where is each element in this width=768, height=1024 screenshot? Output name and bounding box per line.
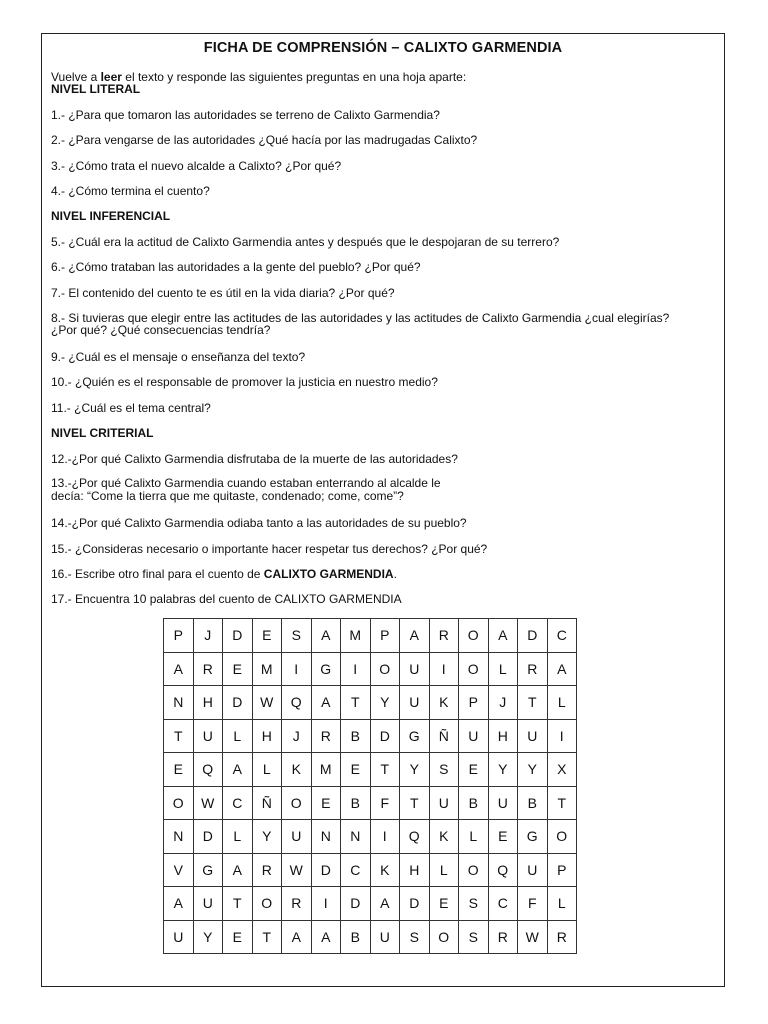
word-search-cell: Q	[193, 753, 223, 787]
word-search-cell: U	[429, 786, 459, 820]
word-search-cell: D	[193, 820, 223, 854]
word-search-cell: J	[488, 686, 518, 720]
word-search-cell: J	[193, 619, 223, 653]
question-16-bold-title: CALIXTO GARMENDIA	[263, 567, 394, 581]
word-search-cell: H	[252, 719, 282, 753]
word-search-cell: L	[223, 820, 253, 854]
word-search-cell: A	[223, 853, 253, 887]
word-search-cell: U	[459, 719, 489, 753]
word-search-cell: S	[459, 920, 489, 954]
word-search-cell: Ñ	[429, 719, 459, 753]
word-search-cell: T	[164, 719, 194, 753]
word-search-cell: W	[518, 920, 548, 954]
word-search-cell: L	[252, 753, 282, 787]
word-search-cell: B	[341, 719, 371, 753]
word-search-cell: F	[518, 887, 548, 921]
word-search-cell: C	[223, 786, 253, 820]
word-search-cell: G	[311, 652, 341, 686]
question-12: 12.-¿Por qué Calixto Garmendia disfrutaba de la muerte de las autoridades?	[51, 452, 458, 466]
word-search-cell: D	[223, 619, 253, 653]
question-16-period: .	[393, 567, 397, 581]
word-search-row	[164, 719, 577, 753]
question-9: 9.- ¿Cuál es el mensaje o enseñanza del texto?	[51, 350, 306, 364]
question-2: 2.- ¿Para vengarse de las autoridades ¿Qué hacía por las madrugadas Calixto?	[51, 133, 478, 147]
word-search-cell: O	[547, 820, 577, 854]
word-search-cell: U	[400, 686, 430, 720]
word-search-row	[164, 753, 577, 787]
question-15: 15.- ¿Consideras necesario o importante hacer respetar tus derechos? ¿Por qué?	[51, 542, 488, 556]
word-search-cell: H	[400, 853, 430, 887]
word-search-cell: O	[459, 652, 489, 686]
question-1: 1.- ¿Para que tomaron las autoridades se terreno de Calixto Garmendia?	[51, 108, 440, 122]
word-search-cell: N	[311, 820, 341, 854]
word-search-cell: W	[193, 786, 223, 820]
word-search-cell: D	[518, 619, 548, 653]
question-13-line-2: decía: “Come la tierra que me quitaste, condenado; come, come”?	[51, 489, 404, 503]
question-8-line-1: 8.- Si tuvieras que elegir entre las actitudes de las autoridades y las actitudes de Calixto Garmendia ¿cual elegirías?	[51, 311, 670, 325]
word-search-cell: E	[252, 619, 282, 653]
word-search-row	[164, 686, 577, 720]
word-search-row	[164, 920, 577, 954]
word-search-cell: U	[193, 887, 223, 921]
word-search-cell: E	[164, 753, 194, 787]
word-search-cell: K	[370, 853, 400, 887]
word-search-cell: T	[252, 920, 282, 954]
word-search-cell: A	[311, 920, 341, 954]
word-search-cell: R	[252, 853, 282, 887]
word-search-cell: P	[164, 619, 194, 653]
word-search-cell: O	[429, 920, 459, 954]
word-search-row	[164, 853, 577, 887]
word-search-cell: P	[459, 686, 489, 720]
word-search-cell: R	[193, 652, 223, 686]
word-search-cell: O	[459, 853, 489, 887]
word-search-cell: A	[311, 686, 341, 720]
word-search-cell: S	[429, 753, 459, 787]
word-search-cell: R	[518, 652, 548, 686]
word-search-cell: T	[400, 786, 430, 820]
word-search-grid	[163, 618, 577, 954]
word-search-cell: A	[282, 920, 312, 954]
word-search-cell: Y	[488, 753, 518, 787]
word-search-cell: Q	[282, 686, 312, 720]
word-search-cell: A	[223, 753, 253, 787]
question-8-line-2: ¿Por qué? ¿Qué consecuencias tendría?	[51, 323, 271, 337]
word-search-cell: W	[282, 853, 312, 887]
instructions-text-end: el texto y responde las siguientes preguntas en una hoja aparte:	[121, 70, 467, 84]
word-search-cell: S	[400, 920, 430, 954]
word-search-cell: H	[488, 719, 518, 753]
word-search-cell: Y	[370, 686, 400, 720]
word-search-cell: E	[459, 753, 489, 787]
word-search-cell: E	[488, 820, 518, 854]
word-search-cell: Ñ	[252, 786, 282, 820]
word-search-cell: R	[311, 719, 341, 753]
word-search-cell: A	[547, 652, 577, 686]
word-search-cell: R	[429, 619, 459, 653]
word-search-cell: I	[370, 820, 400, 854]
word-search-cell: K	[282, 753, 312, 787]
word-search-cell: P	[370, 619, 400, 653]
question-10: 10.- ¿Quién es el responsable de promover la justicia en nuestro medio?	[51, 375, 438, 389]
word-search-cell: Y	[400, 753, 430, 787]
question-11: 11.- ¿Cuál es el tema central?	[51, 401, 211, 415]
heading-nivel-criterial: NIVEL CRITERIAL	[51, 426, 154, 440]
word-search-cell: I	[429, 652, 459, 686]
word-search-row	[164, 786, 577, 820]
word-search-cell: E	[223, 652, 253, 686]
worksheet-title: FICHA DE COMPRENSIÓN – CALIXTO GARMENDIA	[203, 40, 563, 56]
word-search-cell: U	[370, 920, 400, 954]
word-search-cell: T	[547, 786, 577, 820]
word-search-cell: N	[164, 686, 194, 720]
word-search-cell: R	[488, 920, 518, 954]
word-search-cell: U	[400, 652, 430, 686]
word-search-cell: Q	[400, 820, 430, 854]
word-search-cell: L	[223, 719, 253, 753]
word-search-cell: E	[341, 753, 371, 787]
question-16	[51, 568, 397, 581]
word-search-cell: W	[252, 686, 282, 720]
word-search-cell: O	[252, 887, 282, 921]
word-search-cell: O	[370, 652, 400, 686]
word-search-cell: B	[459, 786, 489, 820]
word-search-cell: L	[547, 887, 577, 921]
word-search-cell: B	[341, 920, 371, 954]
word-search-cell: A	[488, 619, 518, 653]
word-search-cell: D	[311, 853, 341, 887]
word-search-cell: I	[311, 887, 341, 921]
question-14: 14.-¿Por qué Calixto Garmendia odiaba tanto a las autoridades de su pueblo?	[51, 516, 467, 530]
word-search-cell: G	[518, 820, 548, 854]
word-search-cell: U	[518, 719, 548, 753]
question-3: 3.- ¿Cómo trata el nuevo alcalde a Calixto? ¿Por qué?	[51, 159, 342, 173]
word-search-cell: A	[370, 887, 400, 921]
word-search-cell: Y	[252, 820, 282, 854]
question-16-text: 16.- Escribe otro final para el cuento de	[51, 567, 264, 581]
word-search-cell: D	[223, 686, 253, 720]
word-search-cell: T	[370, 753, 400, 787]
heading-nivel-inferencial: NIVEL INFERENCIAL	[51, 209, 171, 223]
word-search-cell: T	[518, 686, 548, 720]
word-search-cell: M	[311, 753, 341, 787]
word-search-cell: H	[193, 686, 223, 720]
word-search-cell: V	[164, 853, 194, 887]
word-search-cell: A	[164, 652, 194, 686]
word-search-cell: O	[282, 786, 312, 820]
word-search-cell: I	[547, 719, 577, 753]
word-search-cell: U	[193, 719, 223, 753]
word-search-cell: L	[547, 686, 577, 720]
word-search-cell: D	[400, 887, 430, 921]
word-search-row	[164, 652, 577, 686]
word-search-cell: R	[282, 887, 312, 921]
word-search-cell: N	[164, 820, 194, 854]
question-7: 7.- El contenido del cuento te es útil en la vida diaria? ¿Por qué?	[51, 286, 395, 300]
word-search-cell: L	[429, 853, 459, 887]
word-search-cell: T	[223, 887, 253, 921]
word-search-cell: K	[429, 820, 459, 854]
word-search-cell: G	[193, 853, 223, 887]
word-search-cell: Y	[193, 920, 223, 954]
word-search-cell: S	[282, 619, 312, 653]
word-search-cell: G	[400, 719, 430, 753]
instructions-bold-word: leer	[100, 70, 122, 84]
word-search-cell: F	[370, 786, 400, 820]
word-search-cell: L	[459, 820, 489, 854]
word-search-cell: I	[282, 652, 312, 686]
question-17: 17.- Encuentra 10 palabras del cuento de CALIXTO GARMENDIA	[51, 592, 402, 606]
word-search-cell: P	[547, 853, 577, 887]
word-search-cell: C	[488, 887, 518, 921]
word-search-cell: X	[547, 753, 577, 787]
word-search-cell: U	[282, 820, 312, 854]
instructions-text-start: Vuelve a	[51, 70, 101, 84]
word-search-cell: N	[341, 820, 371, 854]
word-search-cell: J	[282, 719, 312, 753]
word-search-cell: I	[341, 652, 371, 686]
word-search-row	[164, 619, 577, 653]
word-search-cell: M	[341, 619, 371, 653]
word-search-cell: B	[518, 786, 548, 820]
word-search-cell: Y	[518, 753, 548, 787]
word-search-cell: E	[311, 786, 341, 820]
word-search-cell: O	[459, 619, 489, 653]
word-search-cell: D	[341, 887, 371, 921]
word-search-cell: U	[164, 920, 194, 954]
word-search-cell: C	[547, 619, 577, 653]
word-search-cell: Q	[488, 853, 518, 887]
question-4: 4.- ¿Cómo termina el cuento?	[51, 184, 210, 198]
worksheet-frame	[41, 33, 725, 987]
question-5: 5.- ¿Cuál era la actitud de Calixto Garmendia antes y después que le despojaran de su terrero?	[51, 235, 560, 249]
word-search-cell: A	[400, 619, 430, 653]
word-search-cell: A	[164, 887, 194, 921]
question-13-line-1: 13.-¿Por qué Calixto Garmendia cuando estaban enterrando al alcalde le	[51, 476, 441, 490]
word-search-cell: K	[429, 686, 459, 720]
word-search-row	[164, 887, 577, 921]
word-search-cell: E	[429, 887, 459, 921]
heading-nivel-literal: NIVEL LITERAL	[51, 82, 141, 96]
question-6: 6.- ¿Cómo trataban las autoridades a la gente del pueblo? ¿Por qué?	[51, 260, 421, 274]
word-search-row	[164, 820, 577, 854]
word-search-cell: S	[459, 887, 489, 921]
word-search-cell: E	[223, 920, 253, 954]
word-search-cell: L	[488, 652, 518, 686]
word-search-cell: U	[488, 786, 518, 820]
word-search-cell: R	[547, 920, 577, 954]
word-search-cell: U	[518, 853, 548, 887]
word-search-cell: D	[370, 719, 400, 753]
word-search-cell: A	[311, 619, 341, 653]
word-search-cell: T	[341, 686, 371, 720]
word-search-cell: B	[341, 786, 371, 820]
word-search-cell: C	[341, 853, 371, 887]
word-search-cell: O	[164, 786, 194, 820]
word-search-cell: M	[252, 652, 282, 686]
